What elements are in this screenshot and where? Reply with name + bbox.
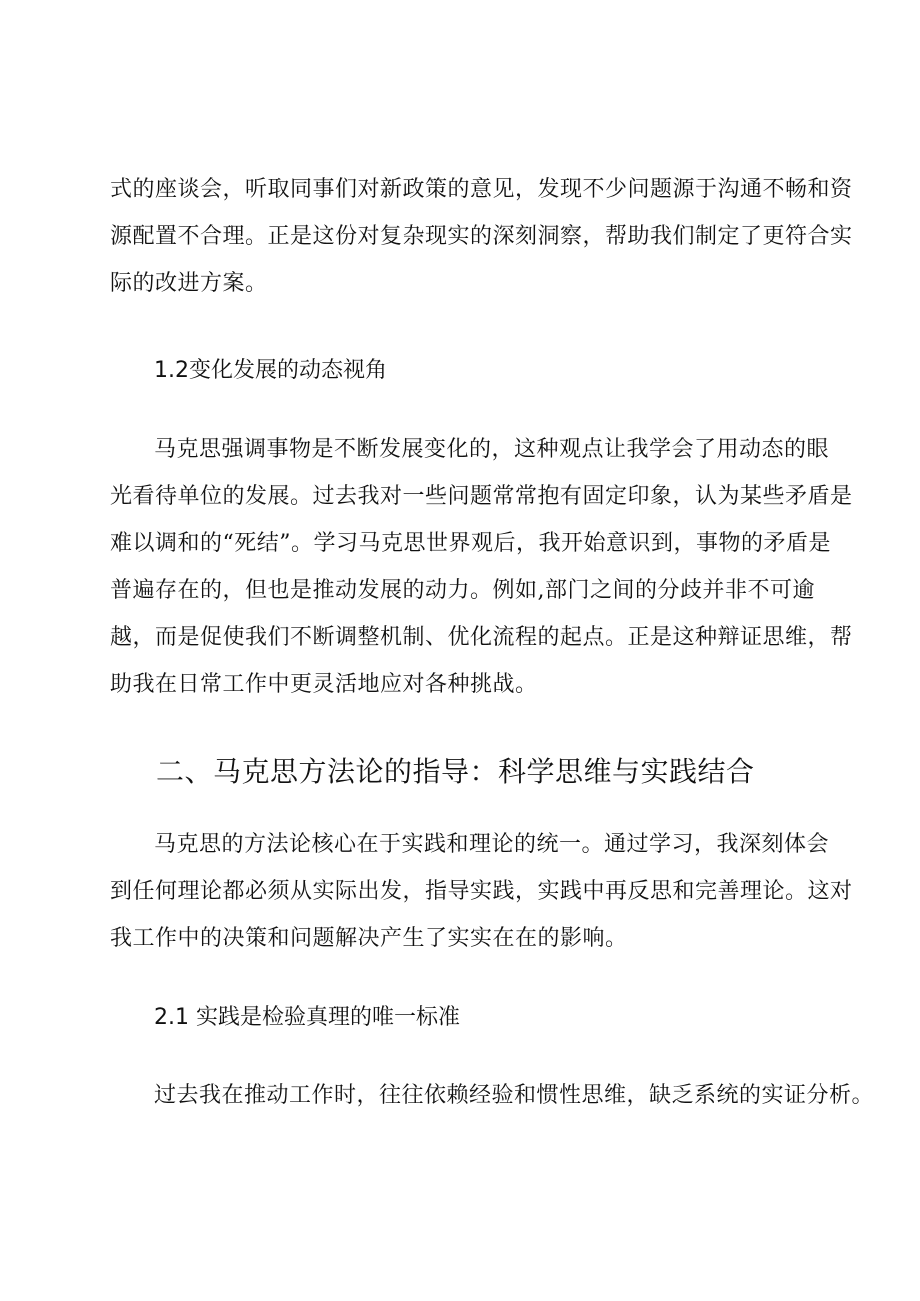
heading-2: 二、马克思方法论的指导：科学思维与实践结合 <box>156 755 755 788</box>
paragraph-2 <box>110 426 853 708</box>
paragraph-2-line-4: 普遍存在的，但也是推动发展的动力。例如,部门之间的分歧并非不可逾 <box>110 578 815 603</box>
paragraph-2-line-6: 助我在日常工作中更灵活地应对各种挑战。 <box>110 672 538 697</box>
paragraph-1 <box>110 166 853 307</box>
paragraph-1-line-3: 际的改进方案。 <box>110 271 268 296</box>
paragraph-2-line-5: 越，而是促使我们不断调整机制、优化流程的起点。正是这种辩证思维，帮 <box>110 625 853 650</box>
paragraph-3 <box>110 821 853 962</box>
paragraph-4-line-1: 过去我在推动工作时，往往依赖经验和惯性思维，缺乏系统的实证分析。 <box>154 1083 875 1108</box>
paragraph-2-line-1: 马克思强调事物是不断发展变化的，这种观点让我学会了用动态的眼 <box>154 437 830 462</box>
paragraph-1-line-1: 式的座谈会，听取同事们对新政策的意见，发现不少问题源于沟通不畅和资 <box>110 177 853 202</box>
paragraph-3-line-2: 到任何理论都必须从实际出发，指导实践，实践中再反思和完善理论。这对 <box>110 879 853 904</box>
paragraph-4 <box>110 1072 875 1119</box>
paragraph-3-line-1: 马克思的方法论核心在于实践和理论的统一。通过学习，我深刻体会 <box>154 832 830 857</box>
heading-1-2: 1.2变化发展的动态视角 <box>154 358 387 383</box>
paragraph-2-line-2: 光看待单位的发展。过去我对一些问题常常抱有固定印象，认为某些矛盾是 <box>110 484 853 509</box>
paragraph-3-line-3: 我工作中的决策和问题解决产生了实实在在的影响。 <box>110 926 628 951</box>
paragraph-2-line-3: 难以调和的“死结”。学习马克思世界观后，我开始意识到，事物的矛盾是 <box>110 531 831 556</box>
heading-2-1: 2.1 实践是检验真理的唯一标准 <box>154 1005 460 1030</box>
paragraph-1-line-2: 源配置不合理。正是这份对复杂现实的深刻洞察，帮助我们制定了更符合实 <box>110 224 853 249</box>
